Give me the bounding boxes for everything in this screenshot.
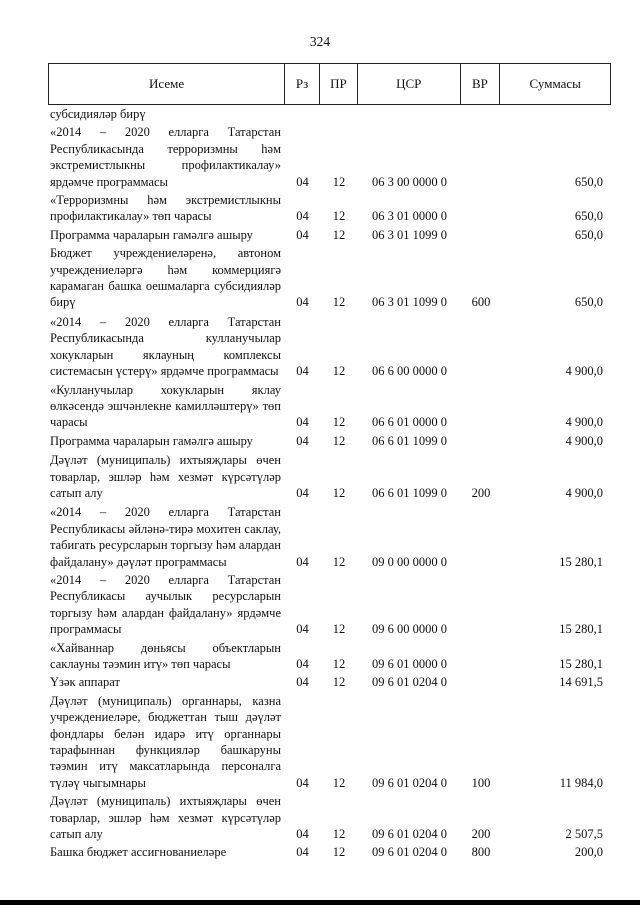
- cell-csr: 09 6 01 0204 0: [372, 845, 447, 860]
- cell-rz: 04: [296, 775, 309, 790]
- cell-sum: 4 900,0: [565, 415, 603, 430]
- cell-csr: 06 6 01 1099 0: [372, 485, 447, 500]
- cell-rz: 04: [296, 364, 309, 379]
- cell-csr: 06 6 00 0000 0: [372, 364, 447, 379]
- cell-rz: 04: [296, 415, 309, 430]
- cell-name: Программа чараларын гамәлгә ашыру: [50, 227, 253, 242]
- column-header-csr: ЦСР: [358, 64, 461, 104]
- cell-rz: 04: [296, 227, 309, 242]
- table-row: [48, 192, 611, 225]
- cell-rz: 04: [296, 209, 309, 224]
- cell-name: «2014 – 2020 елларга Татарстан Республикасында кулланучылар хокукларын яклауның комплексы системасын үстерү» ярдәмче программасы: [50, 314, 281, 379]
- table-row: [48, 452, 611, 501]
- cell-pr: 12: [332, 775, 346, 790]
- cell-csr: 06 3 01 1099 0: [372, 227, 447, 242]
- cell-rz: 04: [296, 174, 309, 189]
- cell-vr: 600: [471, 295, 491, 310]
- cell-rz: 04: [296, 845, 309, 860]
- cell-name: Үзәк аппарат: [50, 675, 120, 690]
- cell-csr: 06 3 00 0000 0: [372, 174, 447, 189]
- table-row: [48, 572, 611, 638]
- cell-pr: 12: [332, 364, 346, 379]
- cell-sum: 200,0: [574, 845, 603, 860]
- cell-csr: 06 3 01 1099 0: [372, 295, 447, 310]
- cell-name: «2014 – 2020 елларга Татарстан Республикасында терроризмны һәм экстремистлыкны профилактикалау» ярдәмче программасы: [50, 125, 281, 189]
- cell-name: Программа чараларын гамәлгә ашыру: [50, 433, 253, 448]
- table-row: [48, 124, 611, 190]
- cell-pr: 12: [332, 622, 346, 637]
- cell-sum: 4 900,0: [565, 485, 603, 500]
- cell-vr: 200: [471, 827, 491, 842]
- cell-csr: 09 0 00 0000 0: [372, 554, 447, 569]
- cell-pr: 12: [332, 295, 346, 310]
- cell-name: «Терроризмны һәм экстремистлыкны профилактикалау» төп чарасы: [50, 193, 281, 224]
- column-header-rz: Рз: [285, 64, 320, 104]
- cell-csr: 09 6 01 0000 0: [372, 657, 447, 671]
- cell-vr: 200: [471, 485, 491, 500]
- cell-csr: 06 6 01 0000 0: [372, 415, 447, 430]
- cell-csr: 09 6 00 0000 0: [372, 622, 447, 637]
- cell-rz: 04: [296, 295, 309, 310]
- cell-csr: 06 6 01 1099 0: [372, 433, 447, 448]
- cell-csr: 09 6 01 0204 0: [372, 675, 447, 690]
- cell-name: «2014 – 2020 елларга Татарстан Республикасы аучылык ресурсларын торгызу һәм алардан файдалану» ярдәмче программасы: [50, 572, 281, 637]
- cell-sum: 2 507,5: [565, 827, 603, 842]
- table-row: [48, 640, 611, 673]
- table-body: [48, 106, 611, 861]
- cell-name: Дәүләт (муниципаль) органнары, казна учреждениеләре, бюджеттан тыш дәүләт фондлары белән идарә итү органнары тарафыннан функцияләр башкаруны тәэмин итү максатларында персоналга түләү чыгымнары: [50, 693, 281, 790]
- cell-pr: 12: [332, 554, 346, 569]
- column-header-pr: ПР: [320, 64, 358, 104]
- cell-rz: 04: [296, 675, 309, 690]
- cell-pr: 12: [332, 845, 346, 860]
- cell-name: «2014 – 2020 елларга Татарстан Республикасы әйләнә-тирә мохитен саклау, табигать ресурсларын торгызу һәм алардан файдалану» дәүләт программасы: [50, 505, 281, 569]
- cell-pr: 12: [332, 415, 346, 430]
- cell-name: Дәүләт (муниципаль) ихтыяҗлары өчен товарлар, эшләр һәм хезмәт күрсәтүләр сатып алу: [50, 794, 281, 842]
- cell-csr: 09 6 01 0204 0: [372, 775, 447, 790]
- cell-pr: 12: [332, 657, 346, 671]
- cell-sum: 4 900,0: [565, 433, 603, 448]
- cell-sum: 15 280,1: [559, 622, 603, 637]
- table-row: [48, 674, 611, 690]
- table-header: [48, 63, 611, 105]
- cell-sum: 650,0: [574, 227, 603, 242]
- column-header-vr: ВР: [461, 64, 501, 104]
- cell-name: «Хайваннар дөньясы объектларын саклауны тәэмин итү» төп чарасы: [50, 640, 281, 671]
- table-row: [48, 793, 611, 842]
- cell-csr: 09 6 01 0204 0: [372, 827, 447, 842]
- cell-rz: 04: [296, 554, 309, 569]
- cell-name: «Кулланучылар хокукларын яклау өлкәсендә эшчәнлекне камилләштерү» төп чарасы: [50, 382, 281, 430]
- table-row: [48, 504, 611, 570]
- cell-sum: 15 280,1: [559, 554, 603, 569]
- table-row: [48, 314, 611, 380]
- cell-rz: 04: [296, 433, 309, 448]
- cell-name: Башка бюджет ассигнованиеләре: [50, 845, 227, 860]
- cell-name: субсидияләр бирү: [50, 107, 146, 121]
- cell-sum: 650,0: [574, 174, 603, 189]
- table-row: [48, 227, 611, 243]
- cell-pr: 12: [332, 827, 346, 842]
- cell-sum: 650,0: [574, 295, 603, 310]
- table-row: [48, 693, 611, 791]
- cell-rz: 04: [296, 827, 309, 842]
- cell-pr: 12: [332, 209, 346, 224]
- cell-csr: 06 3 01 0000 0: [372, 209, 447, 224]
- cell-vr: 800: [471, 845, 491, 860]
- cell-pr: 12: [332, 174, 346, 189]
- cell-rz: 04: [296, 657, 309, 671]
- column-header-sum: Суммасы: [529, 76, 581, 91]
- cell-rz: 04: [296, 622, 309, 637]
- cell-name: Бюджет учреждениеләренә, автоном учреждениеләргә һәм коммерциягә карамаган башка оешмаларга субсидияләр бирү: [50, 246, 281, 310]
- column-header-name: Исеме: [49, 64, 285, 104]
- cell-name: Дәүләт (муниципаль) ихтыяҗлары өчен товарлар, эшләр һәм хезмәт күрсәтүләр сатып алу: [50, 453, 281, 500]
- cell-vr: 100: [471, 775, 491, 790]
- table-row: [48, 844, 611, 860]
- cell-sum: 14 691,5: [559, 675, 603, 690]
- cell-rz: 04: [296, 485, 309, 500]
- table-row: [48, 245, 611, 311]
- cell-pr: 12: [332, 227, 346, 242]
- cell-pr: 12: [332, 485, 346, 500]
- table-row: [48, 382, 611, 431]
- page-edge-bar: [0, 900, 640, 905]
- table-row: [48, 433, 611, 449]
- cell-sum: 11 984,0: [559, 775, 603, 790]
- page-number: 324: [309, 34, 331, 49]
- cell-pr: 12: [332, 675, 346, 690]
- table-row: [48, 106, 611, 122]
- cell-sum: 15 280,1: [559, 657, 603, 671]
- cell-pr: 12: [332, 433, 346, 448]
- cell-sum: 4 900,0: [565, 364, 603, 379]
- cell-sum: 650,0: [574, 209, 603, 224]
